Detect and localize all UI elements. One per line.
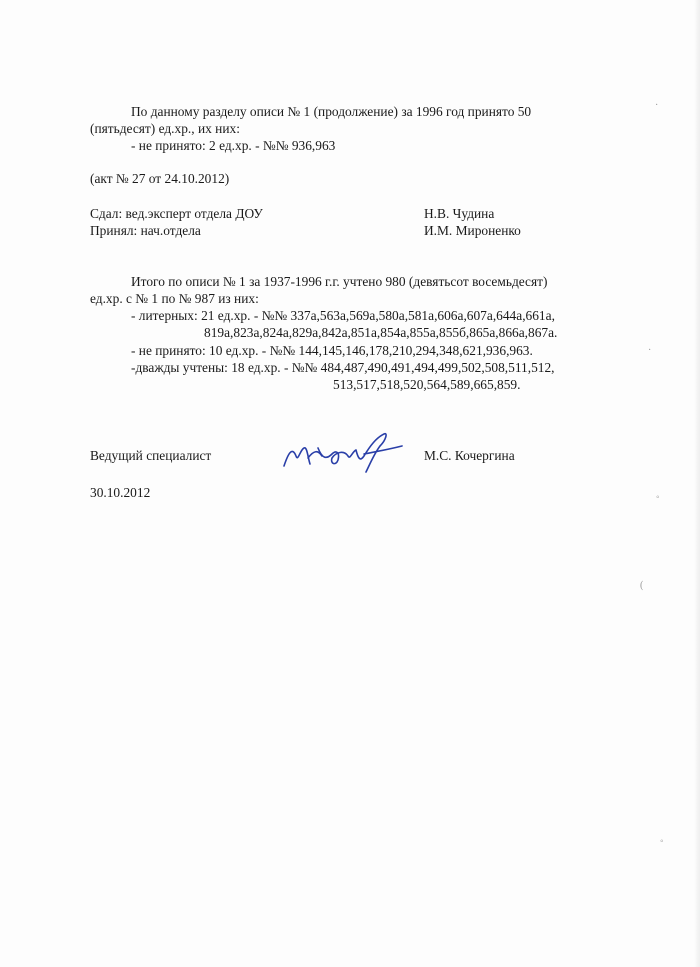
scan-mark: · [655, 100, 659, 111]
scan-mark: ( [640, 580, 644, 591]
not-accepted-line: - не принято: 10 ед.хр. - №№ 144,145,146,178,210,294,348,621,936,963. [131, 343, 533, 358]
twice-counted-line2: 513,517,518,520,564,589,665,859. [333, 377, 521, 392]
signer-name: М.С. Кочергина [424, 448, 515, 463]
section1-line1: По данному разделу описи № 1 (продолжение) за 1996 год принято 50 [131, 104, 532, 119]
scan-mark: ◦ [656, 492, 660, 503]
totals-line1: Итого по описи № 1 за 1937-1996 г.г. учтено 980 (девятьсот восемьдесят) [131, 274, 548, 289]
section1-line2: (пятьдесят) ед.хр., их них: [90, 121, 240, 136]
literal-line2: 819а,823а,824а,829а,842а,851а,854а,855а,855б,865а,866а,867а. [204, 325, 558, 340]
page-edge-shadow [694, 0, 700, 967]
totals-line2: ед.хр. с № 1 по № 987 из них: [90, 291, 259, 306]
accepted-name: И.М. Мироненко [424, 223, 521, 238]
literal-line1: - литерных: 21 ед.хр. - №№ 337а,563а,569а,580а,581а,606а,607а,644а,661а, [131, 308, 555, 323]
handed-name: Н.В. Чудина [424, 206, 495, 221]
handwritten-signature [278, 428, 408, 476]
handed-label: Сдал: вед.эксперт отдела ДОУ [90, 206, 263, 221]
section1-line3: - не принято: 2 ед.хр. - №№ 936,963 [131, 138, 336, 153]
accepted-label: Принял: нач.отдела [90, 223, 201, 238]
act-reference: (акт № 27 от 24.10.2012) [90, 171, 230, 186]
scan-mark: ◦ [660, 836, 664, 847]
twice-counted-line1: -дважды учтены: 18 ед.хр. - №№ 484,487,490,491,494,499,502,508,511,512, [131, 360, 555, 375]
document-date: 30.10.2012 [90, 485, 151, 500]
signer-position: Ведущий специалист [90, 448, 212, 463]
scan-mark: · [648, 345, 652, 356]
